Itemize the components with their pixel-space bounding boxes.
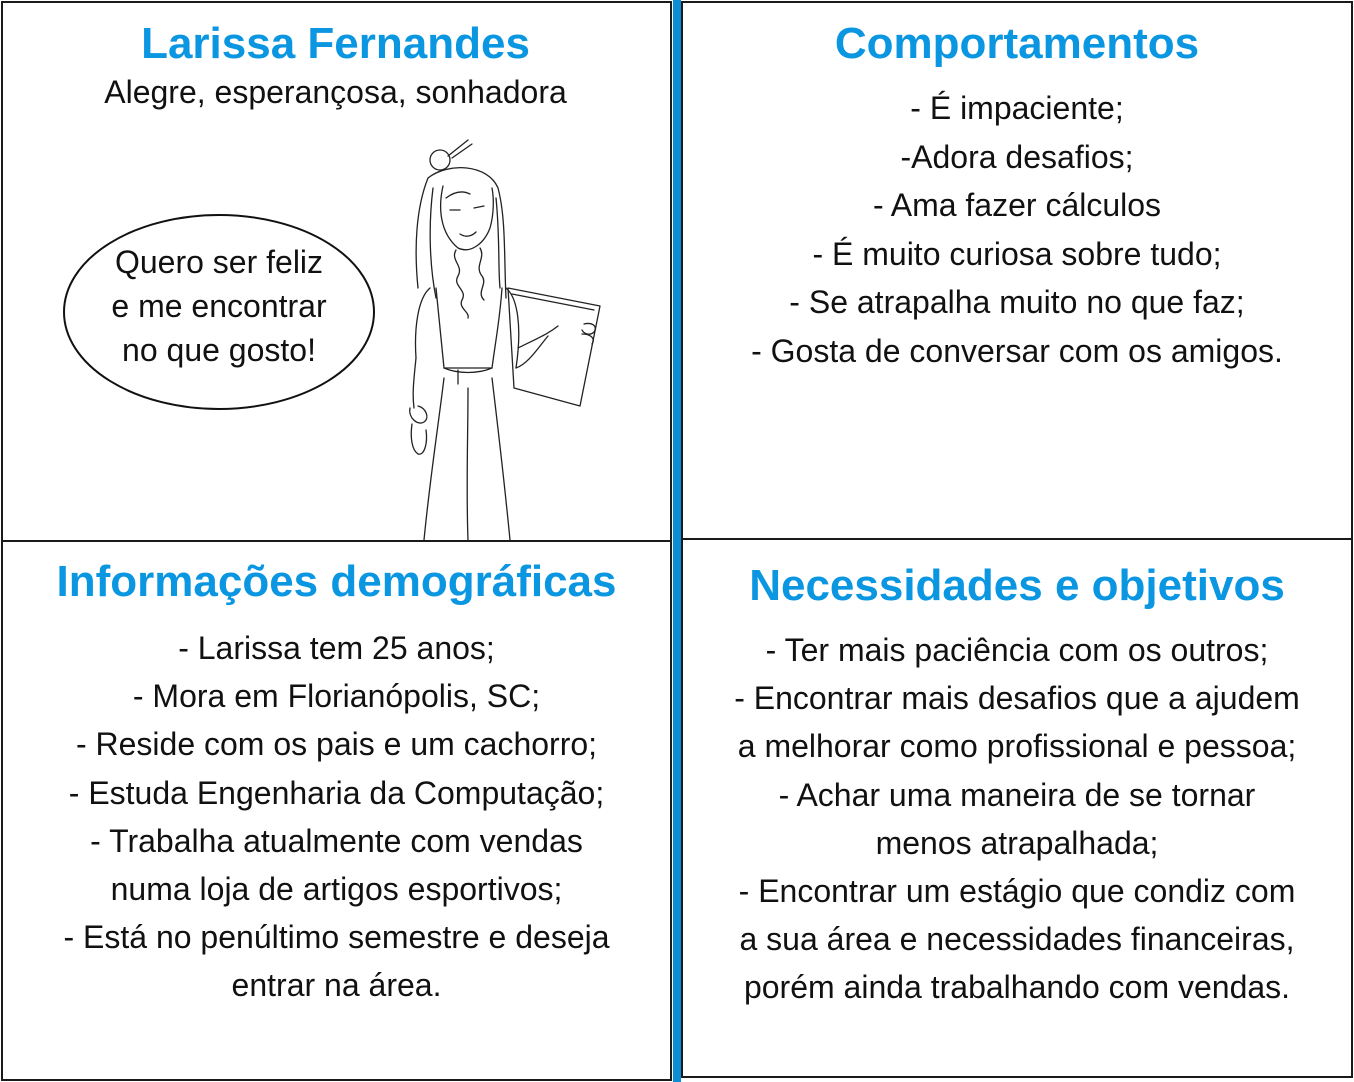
list-item: entrar na área.: [231, 967, 442, 1004]
list-item: - Mora em Florianópolis, SC;: [132, 678, 541, 715]
list-item: - É impaciente;: [910, 90, 1124, 126]
list-item: numa loja de artigos esportivos;: [110, 871, 563, 908]
list-item: - Encontrar um estágio que condiz com: [738, 873, 1296, 910]
list-item: - Achar uma maneira de se tornar: [778, 776, 1256, 813]
quote-line: e me encontrar: [111, 288, 327, 324]
needs-list: [681, 626, 1353, 1012]
persona-name: Larissa Fernandes: [141, 19, 530, 68]
list-item: porém ainda trabalhando com vendas.: [743, 969, 1291, 1006]
needs-title: Necessidades e objetivos: [749, 561, 1285, 610]
list-item: - É muito curiosa sobre tudo;: [812, 235, 1222, 272]
vertical-divider: [673, 0, 681, 1082]
demographics-list: [0, 624, 673, 1010]
list-item: - Ama fazer cálculos: [872, 187, 1162, 223]
list-item: - Reside com os pais e um cachorro;: [75, 726, 598, 763]
list-item: - Se atrapalha muito no que faz;: [789, 284, 1245, 320]
quote-line: no que gosto!: [122, 332, 316, 368]
list-item: - Encontrar mais desafios que a ajudem: [734, 680, 1300, 717]
list-item: menos atrapalhada;: [875, 824, 1159, 861]
list-item: - Trabalha atualmente com vendas: [90, 822, 583, 859]
list-item: a melhorar como profissional e pessoa;: [737, 728, 1297, 765]
list-item: a sua área e necessidades financeiras,: [739, 921, 1295, 958]
persona-illustration: [388, 138, 608, 540]
behaviors-title: Comportamentos: [834, 19, 1200, 68]
quote-line: Quero ser feliz: [114, 244, 324, 280]
list-item: - Gosta de conversar com os amigos.: [751, 332, 1283, 369]
list-item: - Larissa tem 25 anos;: [178, 630, 495, 666]
list-item: - Estuda Engenharia da Computação;: [68, 774, 605, 811]
list-item: - Ter mais paciência com os outros;: [765, 632, 1269, 668]
persona-traits: Alegre, esperançosa, sonhadora: [104, 74, 567, 110]
speech-bubble-text: [61, 240, 377, 372]
behaviors-list: [681, 84, 1353, 375]
demographics-title: Informações demográficas: [56, 557, 617, 606]
list-item: - Está no penúltimo semestre e deseja: [63, 919, 610, 956]
list-item: -Adora desafios;: [900, 138, 1134, 175]
